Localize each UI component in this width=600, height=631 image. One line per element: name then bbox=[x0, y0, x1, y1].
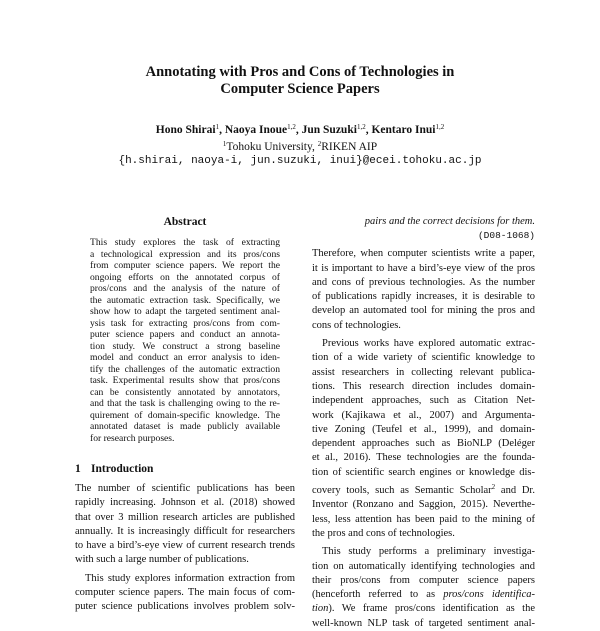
italic-term: pros/cons identifica- bbox=[443, 589, 535, 601]
author-2: Naoya Inoue bbox=[224, 124, 288, 136]
this-study-line: tion). We frame pros/cons identification as the bbox=[312, 603, 535, 615]
aff-1: Tohoku University, bbox=[226, 141, 318, 153]
abstract-line: pros/cons and the analysis of the nature of bbox=[90, 283, 280, 294]
abstract-line: can be consistently annotated by annotators, bbox=[90, 386, 280, 398]
intro-paragraph-line: annually. It is increasingly difficult for researchers bbox=[75, 525, 295, 537]
intro-paragraph bbox=[75, 482, 295, 568]
intro-paragraph-line: puter science publications involves problem solv- bbox=[75, 601, 295, 613]
previous-work-line: independent approaches, such as Citation Net- bbox=[312, 395, 535, 407]
italic-term-continued: tion bbox=[312, 603, 329, 615]
affiliations bbox=[60, 137, 540, 154]
previous-work-line: tive Zoning (Teufel et al., 1999), and domain- bbox=[312, 423, 535, 435]
author-1: Hono Shirai bbox=[155, 124, 216, 136]
author-4-sup: 1,2 bbox=[435, 123, 445, 131]
motivation-line: of publications rapidly increases, it is desirable to bbox=[312, 291, 535, 303]
previous-work-line: less, less attention has been paid to the mining of bbox=[312, 513, 535, 525]
previous-work-line: dependent approaches such as BioNLP (Deléger bbox=[312, 438, 535, 450]
this-study-line: tion on automatically identifying technologies and bbox=[312, 560, 535, 572]
this-study-line: (henceforth referred to as pros/cons identifica- bbox=[312, 589, 535, 601]
section-number: 1 bbox=[75, 463, 81, 475]
abstract-line: quirement of domain-specific knowledge. The bbox=[90, 409, 280, 421]
intro-paragraph-line: rapidly increasing. Johnson et al. (2018) showed bbox=[75, 497, 295, 509]
intro-paragraph bbox=[75, 572, 295, 615]
paragraph-previous-work bbox=[312, 337, 535, 541]
previous-work-line: assist researchers in collecting relevant publica- bbox=[312, 366, 535, 378]
quote-id: (D08-1068) bbox=[477, 230, 535, 242]
previous-work-line: et al., 2016). These technologies are the founda- bbox=[312, 452, 535, 464]
previous-work-line: work (Kajikawa et al., 2007) and Argumenta- bbox=[312, 409, 535, 421]
previous-work-line: tions. This research direction includes domain- bbox=[312, 380, 535, 392]
footnote-marker: 2 bbox=[491, 483, 496, 492]
paper-title bbox=[100, 64, 500, 98]
previous-work-line: tion of scientific search engines or knowledge dis- bbox=[312, 466, 535, 478]
aff-1-sup: 1 bbox=[222, 140, 227, 148]
abstract-line: puter science papers and conduct an annota- bbox=[90, 329, 280, 340]
intro-paragraph-line: The number of scientific publications has been bbox=[75, 483, 295, 494]
author-3-sup: 1,2 bbox=[356, 123, 366, 131]
aff-2-sup: 2 bbox=[317, 140, 322, 148]
abstract-line: tify the challenges of the automatic extraction bbox=[90, 363, 280, 375]
previous-work-line: tion of a wide variety of scientific knowledge to bbox=[312, 352, 535, 364]
author-block bbox=[60, 120, 540, 168]
motivation-line: cons of technologies. bbox=[312, 319, 401, 331]
paragraph-motivation bbox=[312, 247, 535, 333]
author-1-sup: 1 bbox=[215, 123, 220, 131]
this-study-line: This study performs a preliminary investiga- bbox=[322, 546, 535, 558]
abstract-line: the automatic extraction task. Specifically, we bbox=[90, 294, 280, 306]
abstract-line: for research purposes. bbox=[90, 432, 175, 444]
left-column-text bbox=[75, 482, 295, 615]
title-line-2: Computer Science Papers bbox=[220, 81, 380, 97]
section-heading-introduction bbox=[75, 463, 295, 475]
motivation-line: and cons of previous technologies. As the number bbox=[312, 276, 535, 288]
previous-work-line: the pros and cons of technologies. bbox=[312, 527, 455, 539]
intro-paragraph-line: that over 3 million research articles are published bbox=[75, 511, 295, 523]
motivation-line: develop an automated tool for mining the pros and bbox=[312, 305, 535, 317]
previous-work-line: Inventor (Ronzano and Saggion, 2015). Neverthe- bbox=[312, 499, 535, 511]
author-names: Hono Shirai$^1$, Naoya Inoue$^{1,2}$, Jun Suzuki$^{1,2}$, Kentaro Inui$^{1,2}$ bbox=[155, 123, 445, 136]
title-line-1: Annotating with Pros and Cons of Technologies in bbox=[145, 64, 455, 80]
motivation-line: it is important to have a bird’s-eye view of the pros bbox=[312, 262, 535, 274]
abstract-line: task. Experimental results show that pros/cons bbox=[90, 375, 280, 386]
abstract-line: a technological expression and its pros/cons bbox=[90, 248, 280, 260]
motivation-line: Therefore, when computer scientists write a paper, bbox=[312, 248, 535, 260]
abstract-line: tion study. We construct a strong baseline bbox=[90, 340, 280, 352]
previous-work-line: Previous works have explored automatic extrac- bbox=[322, 338, 535, 350]
aff-2: RIKEN AIP bbox=[321, 141, 378, 153]
section-title: Introduction bbox=[91, 463, 154, 475]
abstract-body bbox=[90, 237, 280, 444]
semantic-tail: and Dr. bbox=[495, 485, 535, 497]
intro-paragraph-line: with such a large number of publications. bbox=[75, 554, 249, 566]
author-3: Jun Suzuki bbox=[301, 124, 357, 136]
previous-work-line: covery tools, such as Semantic Scholar$^2$ and Dr. bbox=[312, 483, 535, 497]
author-emails: {h.shirai, naoya-i, jun.suzuki, inui}@ecei.tohoku.ac.jp bbox=[118, 155, 482, 167]
intro-paragraph-line: to have a bird’s-eye view of current research trends bbox=[75, 540, 295, 552]
this-study-line: their pros/cons from computer science papers bbox=[312, 574, 535, 586]
abstract-line: ysis task for extracting pros/cons from com- bbox=[90, 317, 280, 329]
abstract-line: and that the task is challenging owing to the re- bbox=[90, 398, 280, 409]
this-study-line: well-known NLP task of targeted sentiment anal- bbox=[312, 617, 535, 629]
intro-paragraph-line: This study explores information extraction from bbox=[85, 572, 295, 584]
right-column-text bbox=[312, 215, 535, 631]
author-4: Kentaro Inui bbox=[371, 124, 436, 136]
abstract-line: model and conduct an error analysis to iden- bbox=[90, 352, 280, 363]
abstract-line: This study explores the task of extracting bbox=[90, 237, 280, 248]
abstract-line: ongoing efforts on the annotated corpus of bbox=[90, 271, 280, 283]
author-2-sup: 1,2 bbox=[287, 123, 296, 131]
paragraph-this-study bbox=[312, 545, 535, 631]
quote-text: pairs and the correct decisions for them. bbox=[364, 216, 535, 227]
abstract-line: from computer science papers. We report the bbox=[90, 260, 280, 271]
abstract-heading: Abstract bbox=[163, 216, 207, 228]
abstract-line: annotated dataset is made publicly available bbox=[90, 421, 280, 432]
intro-paragraph-line: computer science papers. The main focus of com- bbox=[75, 587, 295, 599]
abstract-line: show how to adapt the targeted sentiment anal- bbox=[90, 306, 280, 317]
